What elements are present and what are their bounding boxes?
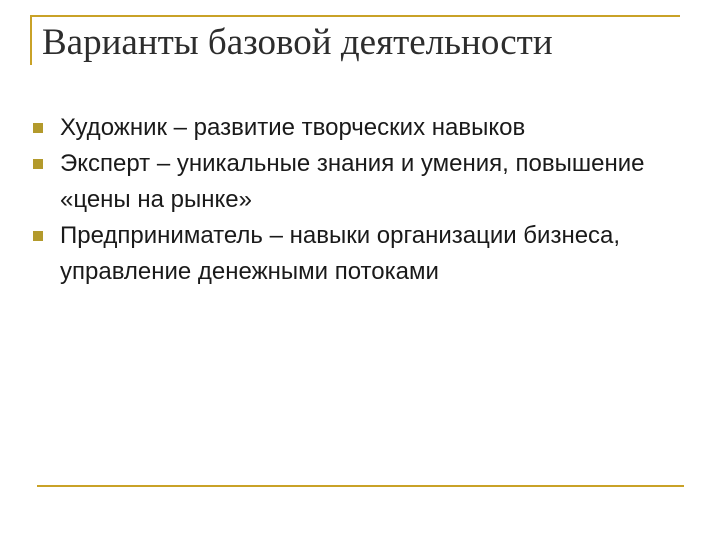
square-bullet-icon (33, 159, 43, 169)
bullet-list (30, 110, 690, 290)
title-frame-top-rule (30, 15, 680, 17)
title-frame-left-rule (30, 15, 32, 65)
bullet-item-artist (30, 110, 690, 146)
slide-title: Варианты базовой деятельности (42, 22, 553, 63)
bullet-item-entrepreneur (30, 218, 690, 290)
square-bullet-icon (33, 123, 43, 133)
bullet-text: Предприниматель – навыки организации бизнеса, управление денежными потоками (60, 222, 621, 285)
bullet-item-expert (30, 146, 690, 218)
bullet-text: Эксперт – уникальные знания и умения, повышение «цены на рынке» (60, 150, 645, 213)
square-bullet-icon (33, 231, 43, 241)
bullet-text: Художник – развитие творческих навыков (60, 114, 526, 141)
bottom-rule (37, 485, 684, 487)
